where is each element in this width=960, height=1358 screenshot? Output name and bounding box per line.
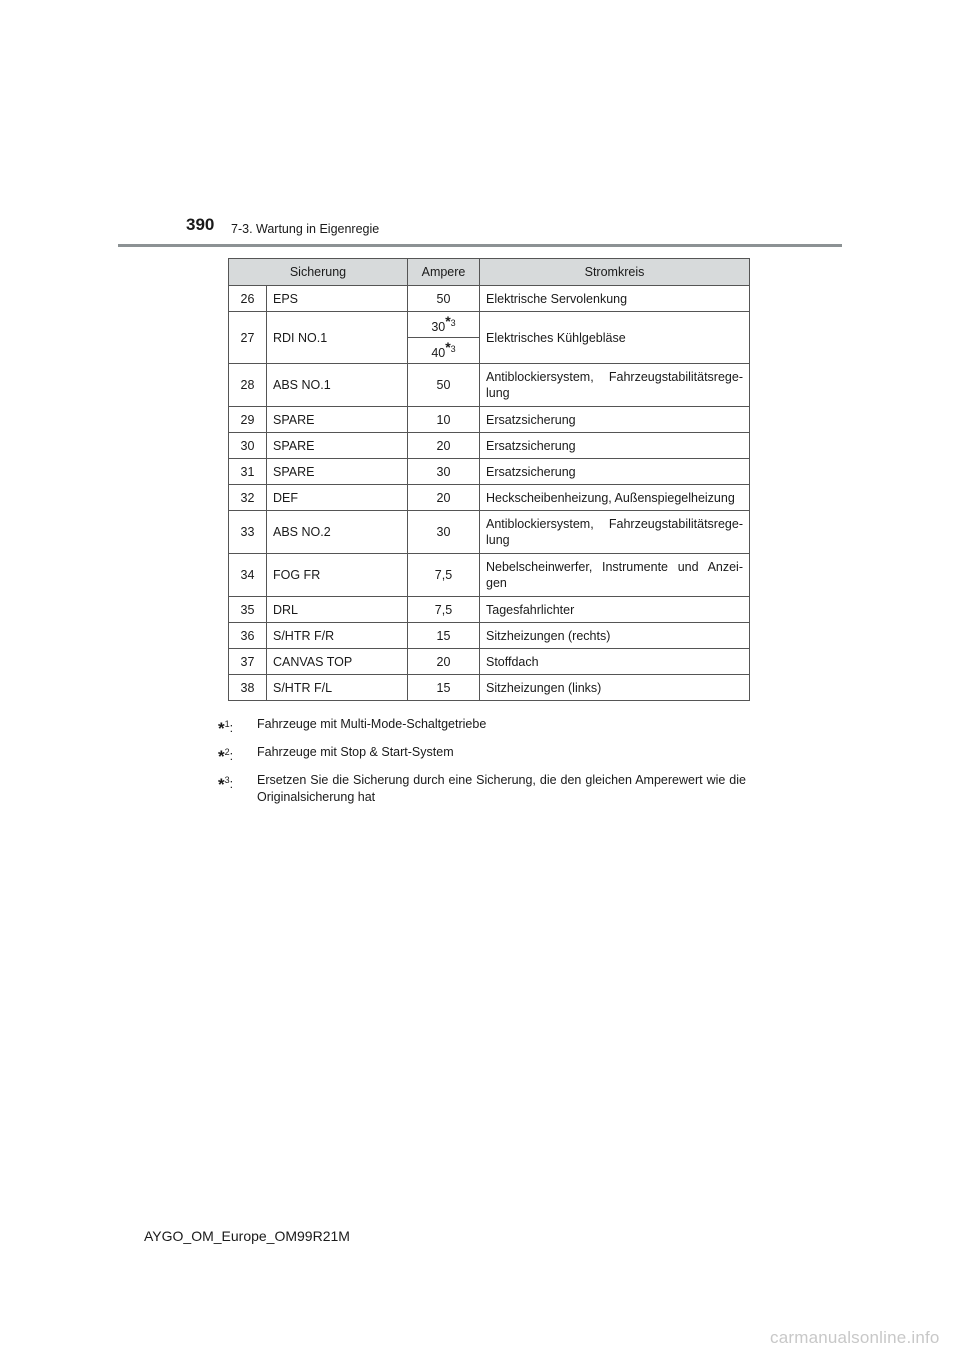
footnote-ref: *3	[445, 339, 456, 356]
header-sicherung: Sicherung	[229, 259, 408, 286]
fuse-name: DRL	[267, 597, 408, 623]
table-row	[229, 597, 750, 623]
fuse-ampere: 50	[408, 364, 480, 407]
fuse-number: 28	[229, 364, 267, 407]
fuse-circuit: Nebelscheinwerfer, Instrumente und Anzei-gen	[480, 554, 750, 597]
fuse-name: EPS	[267, 286, 408, 312]
fuse-number: 31	[229, 459, 267, 485]
fuse-circuit: Heckscheibenheizung, Außenspiegelheizung	[480, 485, 750, 511]
fuse-number: 38	[229, 675, 267, 701]
fuse-number: 29	[229, 407, 267, 433]
watermark: carmanualsonline.info	[770, 1328, 940, 1347]
fuse-name: ABS NO.2	[267, 511, 408, 554]
table-header-row	[229, 259, 750, 286]
fuse-name: FOG FR	[267, 554, 408, 597]
fuse-ampere	[408, 338, 480, 364]
fuse-ampere: 20	[408, 649, 480, 675]
header-rule	[118, 244, 842, 247]
fuse-number: 30	[229, 433, 267, 459]
table-row	[229, 485, 750, 511]
footnote-ref-number: 3	[450, 318, 456, 329]
fuse-table	[228, 258, 750, 701]
fuse-ampere: 50	[408, 286, 480, 312]
footnote-ref-number: 3	[450, 344, 456, 355]
table-row	[229, 511, 750, 554]
fuse-circuit: Antiblockiersystem, Fahrzeugstabilitätsrege-lung	[480, 511, 750, 554]
footnote-ref: *3	[445, 313, 456, 330]
table-row	[229, 649, 750, 675]
fuse-ampere: 15	[408, 623, 480, 649]
footnote	[218, 716, 746, 737]
table-row	[229, 623, 750, 649]
fuse-name: SPARE	[267, 459, 408, 485]
fuse-ampere: 15	[408, 675, 480, 701]
page-number: 390	[186, 215, 215, 234]
footnote-text: Fahrzeuge mit Stop & Start-System	[257, 745, 454, 759]
section-title: 7-3. Wartung in Eigenregie	[231, 222, 380, 236]
fuse-name: RDI NO.1	[267, 312, 408, 364]
fuse-name: S/HTR F/L	[267, 675, 408, 701]
footnote-marker: *$^2$:	[218, 747, 234, 766]
table-row	[229, 364, 750, 407]
fuse-circuit: Antiblockiersystem, Fahrzeugstabilitätsrege-lung	[480, 364, 750, 407]
table-row	[229, 312, 750, 338]
fuse-name: SPARE	[267, 433, 408, 459]
fuse-ampere	[408, 312, 480, 338]
fuse-circuit: Sitzheizungen (links)	[480, 675, 750, 701]
fuse-ampere: 20	[408, 433, 480, 459]
footnote-marker: *$^1$:	[218, 719, 234, 738]
document-id: AYGO_OM_Europe_OM99R21M	[144, 1228, 350, 1244]
fuse-ampere: 20	[408, 485, 480, 511]
fuse-name: CANVAS TOP	[267, 649, 408, 675]
fuse-name: S/HTR F/R	[267, 623, 408, 649]
footnote-marker: *$^3$:	[218, 775, 234, 794]
fuse-circuit: Sitzheizungen (rechts)	[480, 623, 750, 649]
footnote-text: Ersetzen Sie die Sicherung durch eine Sicherung, die den gleichen Amperewert wie die Originalsicherung hat	[257, 773, 746, 804]
fuse-circuit: Stoffdach	[480, 649, 750, 675]
table-row	[229, 675, 750, 701]
fuse-ampere: 10	[408, 407, 480, 433]
footnote	[218, 744, 746, 765]
footnote	[218, 772, 746, 806]
table-row	[229, 286, 750, 312]
fuse-number: 26	[229, 286, 267, 312]
fuse-number: 36	[229, 623, 267, 649]
fuse-number: 27	[229, 312, 267, 364]
fuse-number: 34	[229, 554, 267, 597]
fuse-number: 35	[229, 597, 267, 623]
fuse-circuit: Ersatzsicherung	[480, 433, 750, 459]
footnotes	[218, 716, 746, 813]
fuse-ampere-value: 30	[431, 320, 446, 335]
footnote-text: Fahrzeuge mit Multi-Mode-Schaltgetriebe	[257, 717, 487, 731]
fuse-name: SPARE	[267, 407, 408, 433]
fuse-ampere: 30	[408, 459, 480, 485]
fuse-number: 33	[229, 511, 267, 554]
fuse-name: ABS NO.1	[267, 364, 408, 407]
header-ampere: Ampere	[408, 259, 480, 286]
fuse-circuit: Tagesfahrlichter	[480, 597, 750, 623]
table-row	[229, 554, 750, 597]
table-row	[229, 459, 750, 485]
fuse-number: 32	[229, 485, 267, 511]
fuse-number: 37	[229, 649, 267, 675]
fuse-circuit: Elektrische Servolenkung	[480, 286, 750, 312]
fuse-ampere: 30	[408, 511, 480, 554]
table-row	[229, 407, 750, 433]
fuse-name: DEF	[267, 485, 408, 511]
fuse-circuit: Elektrisches Kühlgebläse	[480, 312, 750, 364]
fuse-circuit: Ersatzsicherung	[480, 407, 750, 433]
fuse-ampere: 7,5	[408, 554, 480, 597]
header-stromkreis: Stromkreis	[480, 259, 750, 286]
fuse-ampere-value: 40	[431, 346, 446, 361]
fuse-circuit: Ersatzsicherung	[480, 459, 750, 485]
table-row	[229, 433, 750, 459]
fuse-ampere: 7,5	[408, 597, 480, 623]
